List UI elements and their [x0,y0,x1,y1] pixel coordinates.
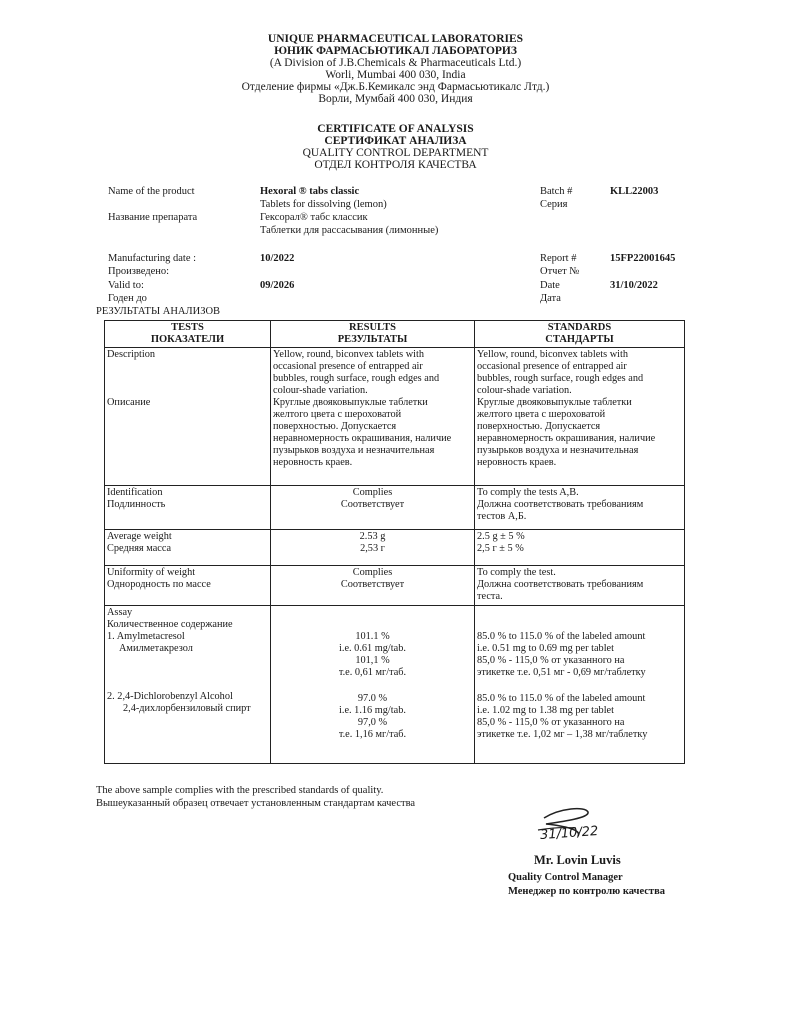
result-average-weight: 2.53 g 2,53 г [271,530,475,566]
standard-assay: 85.0 % to 115.0 % of the labeled amount i.e. 0.51 mg to 0.69 mg per tablet 85,0 % - 115,0 % от указанного на этикетке т.е. 0,51 мг - 0,69 мг/таблетку 85.0 % to 115.0 % of the labeled amount i.e. 1.02 mg to 1.38 mg per tablet 85,0 % - 115,0 % от указанного на этикетке т.е. 1,02 мг – 1,38 мг/таблетку [475,606,685,764]
company-name-en: UNIQUE PHARMACEUTICAL LABORATORIES [267,33,524,45]
result-uniformity: Complies Соответствует [271,566,475,606]
certificate-title-en: CERTIFICATE OF ANALYSIS [317,123,474,135]
signature-date: 31/10/22 [539,823,599,844]
signer-name: Mr. Lovin Luvis [534,853,621,867]
standard-average-weight: 2.5 g ± 5 % 2,5 г ± 5 % [475,530,685,566]
report-label-en: Report # [540,253,577,264]
standard-uniformity: To comply the test. Должна соответствовать требованиям теста. [475,566,685,606]
department-en: QUALITY CONTROL DEPARTMENT [302,147,489,159]
department-ru: ОТДЕЛ КОНТРОЛЯ КАЧЕСТВА [314,159,477,171]
product-label-en: Name of the product [108,186,195,197]
date-value: 31/10/2022 [610,280,658,291]
header-results: RESULTS РЕЗУЛЬТАТЫ [271,321,475,348]
table-row-average-weight [105,530,685,566]
mfg-label-ru: Произведено: [108,266,170,277]
standard-identification: To comply the tests A,B. Должна соответствовать требованиям тестов А,Б. [475,486,685,530]
product-name-ru: Гексорал® табс классик [260,212,368,223]
report-label-ru: Отчет № [540,266,580,277]
valid-label-ru: Годен до [108,293,147,304]
header-tests: TESTS ПОКАЗАТЕЛИ [105,321,271,348]
table-row-uniformity [105,566,685,606]
test-uniformity: Uniformity of weight Однородность по массе [105,566,271,606]
mfg-label-en: Manufacturing date : [108,253,197,264]
product-form-en: Tablets for dissolving (lemon) [260,199,387,210]
product-label-ru: Название препарата [108,212,198,223]
table-row-identification [105,486,685,530]
table-header-row [105,321,685,348]
valid-label-en: Valid to: [108,280,144,291]
result-assay: 101.1 % i.e. 0.61 mg/tab. 101,1 % т.е. 0,61 мг/таб. 97.0 % i.e. 1.16 mg/tab. 97,0 % т.е. 1,16 мг/таб. [271,606,475,764]
batch-label-ru: Серия [540,199,568,210]
signer-title-ru: Менеджер по контролю качества [508,886,665,897]
result-identification: Complies Соответствует [271,486,475,530]
results-heading: РЕЗУЛЬТАТЫ АНАЛИЗОВ [96,306,221,317]
table-row-assay [105,606,685,764]
header-standards: STANDARDS СТАНДАРТЫ [475,321,685,348]
test-average-weight: Average weight Средняя масса [105,530,271,566]
results-table [104,320,685,764]
company-name-ru: ЮНИК ФАРМАСЬЮТИКАЛ ЛАБОРАТОРИЗ [274,45,517,57]
statement-en: The above sample complies with the prescribed standards of quality. [96,785,384,796]
test-assay: Assay Количественное содержание 1. Amylmetacresol Амилметакрезол 2. 2,4-Dichlorobenzyl Alcohol 2,4-дихлорбензиловый спирт [105,606,271,764]
product-form-ru: Таблетки для рассасывания (лимонные) [260,225,439,236]
batch-label-en: Batch # [540,186,573,197]
test-identification: Identification Подлинность [105,486,271,530]
date-label-en: Date [540,280,560,291]
statement-ru: Вышеуказанный образец отвечает установленным стандартам качества [96,798,416,809]
product-name-en: Hexoral ® tabs classic [260,186,360,197]
table-row-description [105,348,685,486]
report-value: 15FP22001645 [610,253,676,264]
date-label-ru: Дата [540,293,561,304]
company-address-en: Worli, Mumbai 400 030, India [325,69,466,81]
test-description: Description Описание [105,348,271,486]
standard-description: Yellow, round, biconvex tablets with occasional presence of entrapped air bubbles, rough surface, rough edges and colour-shade variation. Круглые двояковыпуклые таблетки желтого цвета с шероховатой поверхностью. Допускается неравномерность окрашивания, наличие пузырьков воздуха и незначительная неровность краев. [475,348,685,486]
valid-value: 09/2026 [260,280,295,291]
batch-value: KLL22003 [610,186,659,197]
result-description: Yellow, round, biconvex tablets with occasional presence of entrapped air bubbles, rough surface, rough edges and colour-shade variation. Круглые двояковыпуклые таблетки желтого цвета с шероховатой поверхностью. Допускается неравномерность окрашивания, наличие пузырьков воздуха и незначительная неровность краев. [271,348,475,486]
company-division-en: (A Division of J.B.Chemicals & Pharmaceuticals Ltd.) [269,57,522,69]
signer-title-en: Quality Control Manager [508,872,623,883]
mfg-value: 10/2022 [260,253,295,264]
company-address-ru: Ворли, Мумбай 400 030, Индия [318,93,473,105]
company-division-ru: Отделение фирмы «Дж.Б.Кемикалс энд Фармасьютикалс Лтд.) [241,81,550,93]
certificate-title-ru: СЕРТИФИКАТ АНАЛИЗА [324,135,467,147]
